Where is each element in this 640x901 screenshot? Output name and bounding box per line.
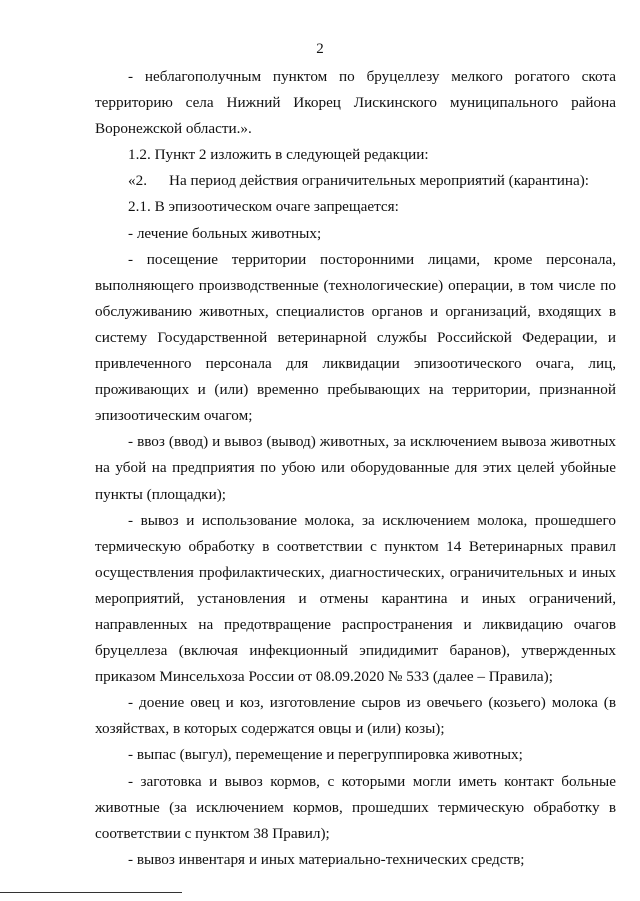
- section-number: «2.: [128, 172, 147, 190]
- section-title: На период действия ограничительных мероприятий (карантина):: [168, 172, 589, 190]
- list-item: - доение овец и коз, изготовление сыров из овечьего (козьего) молока (в хозяйствах, в которых содержатся овцы и (или) козы);: [95, 694, 616, 738]
- footnote-separator: [0, 892, 182, 893]
- list-item: - заготовка и вывоз кормов, с которыми могли иметь контакт больные животные (за исключением кормов, прошедших термическую обработку в соответствии с пунктом 38 Правил);: [95, 772, 616, 842]
- document-body: [95, 64, 616, 873]
- list-item: - ввоз (ввод) и вывоз (вывод) животных, за исключением вывоза животных на убой на предприятия по убою или оборудованные для этих целей убойные пункты (площадки);: [95, 433, 616, 503]
- list-item: - вывоз и использование молока, за исключением молока, прошедшего термическую обработку в соответствии с пунктом 14 Ветеринарных правил осуществления профилактических, диагностических, ограничительных и иных мероприятий, установления и отмены карантина и иных ограничений, направленных на предотвращение распространения и ликвидацию очагов бруцеллеза (включая инфекционный эпидидимит баранов), утвержденных приказом Минсельхоза России от 08.09.2020 № 533 (далее – Правила);: [95, 511, 616, 686]
- page-number: 2: [316, 41, 324, 57]
- section-heading: [95, 168, 616, 194]
- paragraph: 2.1. В эпизоотическом очаге запрещается:: [128, 198, 399, 216]
- list-item: - лечение больных животных;: [128, 224, 322, 242]
- list-item: - вывоз инвентаря и иных материально-технических средств;: [128, 850, 525, 868]
- paragraph: 1.2. Пункт 2 изложить в следующей редакции:: [128, 146, 429, 164]
- paragraph: - неблагополучным пунктом по бруцеллезу мелкого рогатого скота территорию села Нижний Икорец Лискинского муниципального района Воронежской области.».: [95, 68, 616, 138]
- list-item: - посещение территории посторонними лицами, кроме персонала, выполняющего производственные (технологические) операции, в том числе по обслуживанию животных, специалистов органов и организаций, входящих в систему Государственной ветеринарной службы Российской Федерации, и привлеченного персонала для ликвидации эпизоотического очага, лиц, проживающих и (или) временно пребывающих на территории, признанной эпизоотическим очагом;: [95, 250, 616, 425]
- list-item: - выпас (выгул), перемещение и перегруппировка животных;: [128, 746, 523, 764]
